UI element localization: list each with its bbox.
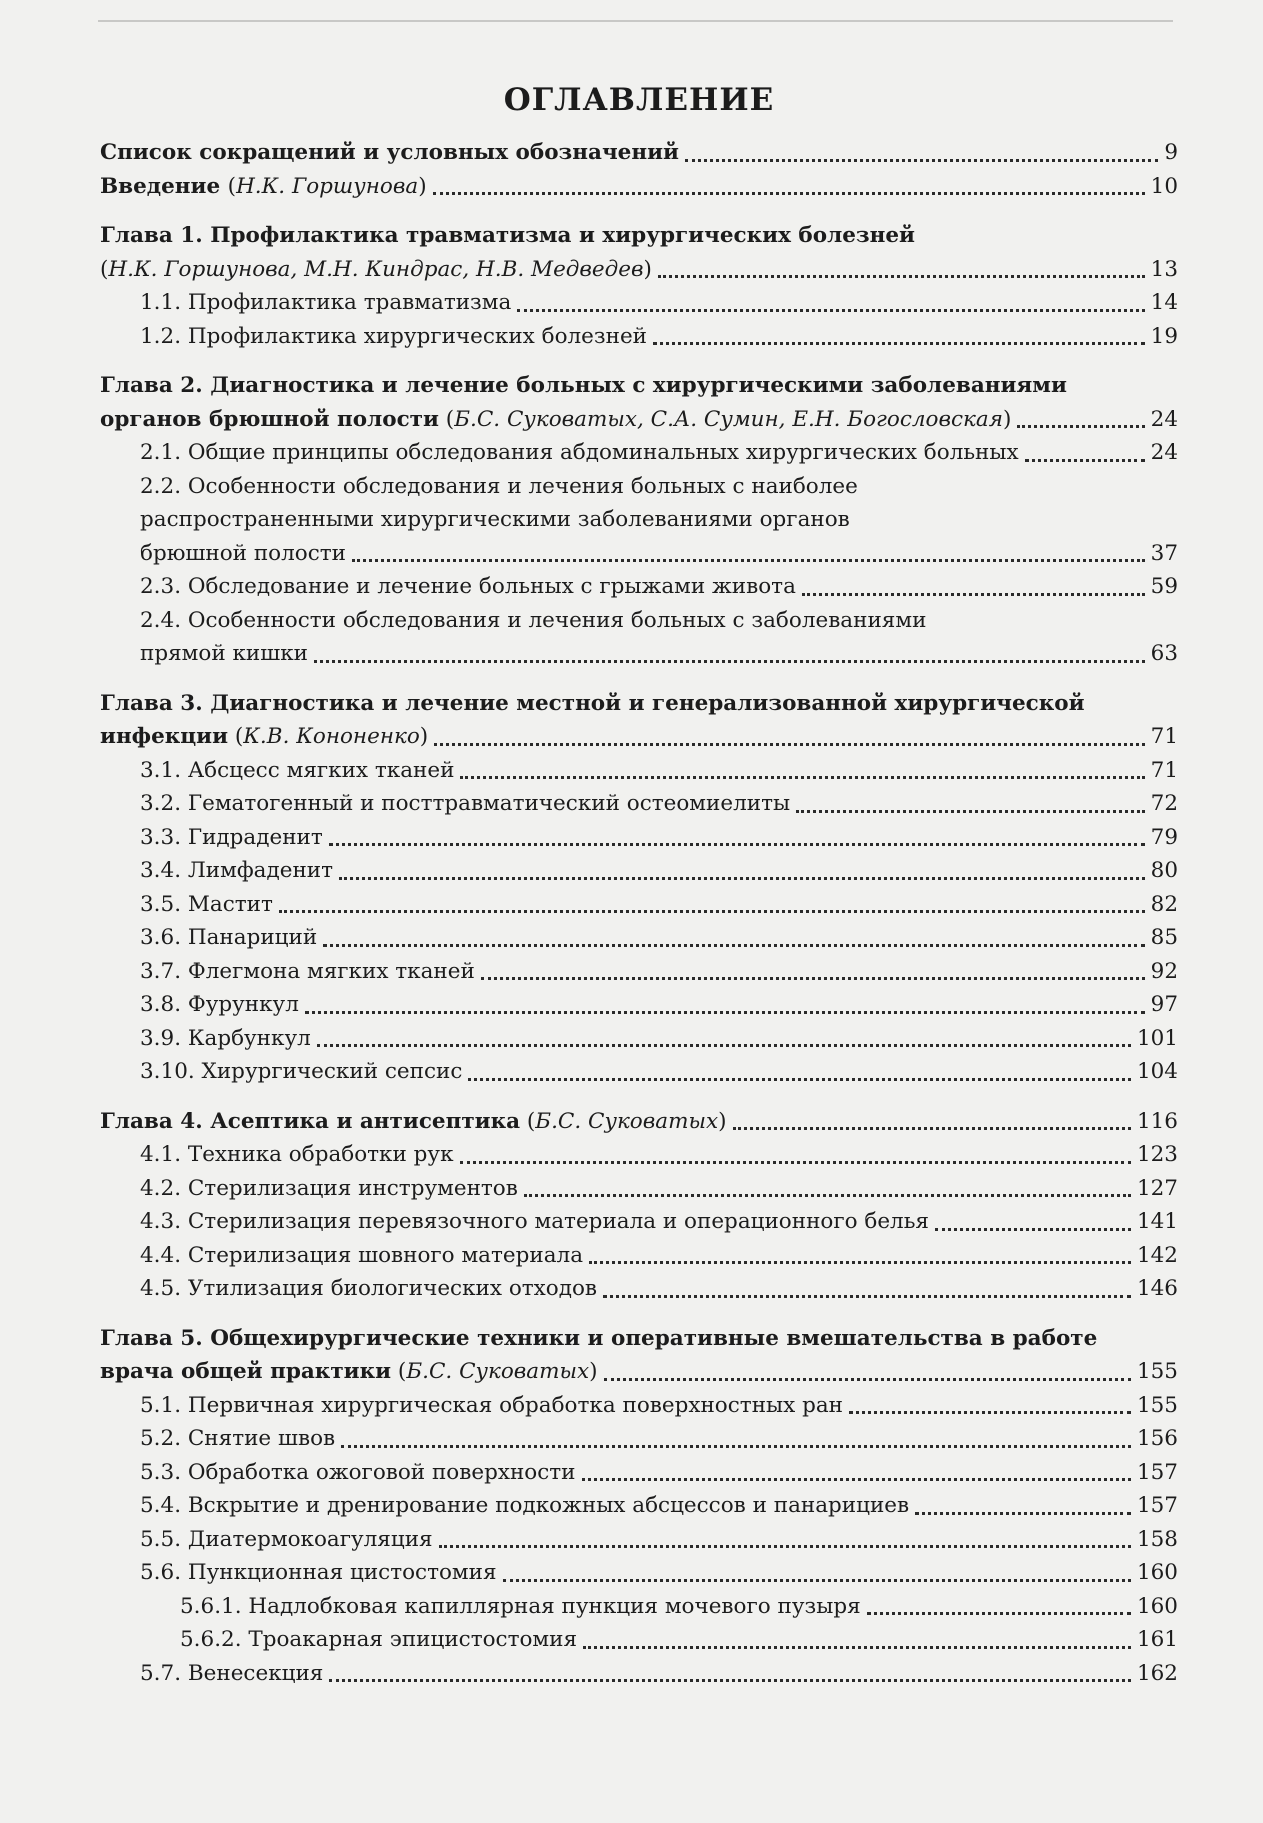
leader-dots <box>1017 425 1144 428</box>
entry-title: прямой кишки <box>140 641 309 666</box>
chapter-section <box>100 369 1178 671</box>
entry-title: 3.5. Мастит <box>140 891 273 917</box>
toc-entry-line: 2.4. Особенности обследования и лечения больных с заболеваниями <box>140 607 927 633</box>
chapter-section <box>100 219 1178 353</box>
leader-dots <box>604 1378 1131 1381</box>
page-number: 79 <box>1150 824 1178 850</box>
toc-entry[interactable] <box>100 1556 1178 1590</box>
entry-title: 3.4. Лимфаденит <box>140 858 334 883</box>
paren-open: ( <box>438 406 455 432</box>
entry-label <box>140 1138 454 1172</box>
leader-dots <box>603 1295 1131 1298</box>
entry-label <box>140 1172 518 1206</box>
page-number: 71 <box>1150 757 1178 783</box>
page-number: 59 <box>1150 574 1178 599</box>
chapter-heading-line: Глава 3. Диагностика и лечение местной и генерализованной хирургической <box>100 690 1085 716</box>
entry-title: 4.1. Техника обработки рук <box>140 1142 454 1167</box>
leader-dots <box>802 593 1145 596</box>
entry-label <box>140 888 273 922</box>
table-of-contents <box>100 72 1178 1706</box>
entry-title: 4.5. Утилизация биологических отходов <box>140 1276 598 1301</box>
leader-dots <box>524 1194 1131 1197</box>
page-number: 37 <box>1150 540 1178 566</box>
leader-dots <box>317 1044 1131 1047</box>
entry-label <box>100 403 1011 437</box>
paren-close: ) <box>718 1108 727 1134</box>
leader-dots <box>915 1512 1131 1515</box>
paren-open: ( <box>391 1359 407 1384</box>
page-number: 14 <box>1150 290 1178 315</box>
chapter-authors: Б.С. Суковатых <box>406 1359 590 1384</box>
entry-title: 4.3. Стерилизация перевязочного материала и операционного белья <box>140 1209 929 1234</box>
entry-label <box>180 1590 861 1624</box>
entry-title: 3.7. Флегмона мягких тканей <box>140 958 475 984</box>
entry-label: Список сокращений и условных обозначений <box>100 140 679 165</box>
entry-label <box>140 1389 843 1423</box>
entry-label <box>140 1489 909 1523</box>
chapter-section <box>100 1322 1178 1691</box>
leader-dots <box>314 660 1145 663</box>
page-number: 24 <box>1150 406 1178 432</box>
page-number: 97 <box>1150 992 1178 1017</box>
entry-title: 3.1. Абсцесс мягких тканей <box>140 757 455 783</box>
entry-title: 5.1. Первичная хирургическая обработка поверхностных ран <box>140 1392 844 1418</box>
toc-entry[interactable] <box>100 637 1178 671</box>
leader-dots <box>305 1011 1145 1014</box>
page-number: 85 <box>1150 925 1178 950</box>
entry-label <box>100 1105 727 1139</box>
chapter-title: Глава 4. Асептика и антисептика <box>100 1108 521 1134</box>
page-number: 162 <box>1136 1660 1178 1686</box>
toc-entry[interactable] <box>100 286 1178 320</box>
entry-label <box>140 854 333 888</box>
chapter-heading-line: Глава 5. Общехирургические техники и оперативные вмешательства в работе <box>100 1325 1098 1351</box>
entry-title: 5.6.2. Троакарная эпицистостомия <box>180 1627 578 1652</box>
leader-dots <box>733 1127 1131 1130</box>
paren-close: ) <box>589 1359 598 1384</box>
page-number: 142 <box>1136 1242 1178 1268</box>
page-number: 104 <box>1136 1059 1178 1084</box>
entry-label <box>140 537 346 571</box>
chapter-heading-line <box>100 219 1178 253</box>
toc-entry-chapter[interactable] <box>100 1355 1178 1389</box>
entry-label <box>140 320 647 354</box>
leader-dots <box>653 342 1145 345</box>
entry-label <box>140 821 323 855</box>
toc-entry[interactable] <box>100 436 1178 470</box>
entry-title: 5.6.1. Надлобковая капиллярная пункция мочевого пузыря <box>180 1593 861 1619</box>
paren-close: ) <box>1002 406 1012 432</box>
leader-dots <box>685 159 1158 162</box>
toc-entry-chapter[interactable] <box>100 403 1178 437</box>
chapter-heading-line: Глава 2. Диагностика и лечение больных с хирургическими заболеваниями <box>100 373 1067 398</box>
entry-label <box>140 1422 335 1456</box>
page-number: 72 <box>1150 791 1178 816</box>
front-matter <box>100 136 1178 203</box>
toc-entry[interactable] <box>100 787 1178 821</box>
toc-entry[interactable] <box>100 320 1178 354</box>
page-number: 160 <box>1136 1593 1178 1619</box>
entry-label <box>140 1456 576 1490</box>
page-number: 63 <box>1150 641 1178 666</box>
entry-label <box>140 988 299 1022</box>
entry-title: брюшной полости <box>140 540 346 566</box>
entry-title: 3.3. Гидраденит <box>140 824 323 850</box>
toc-entry[interactable] <box>100 754 1178 788</box>
entry-label <box>140 1022 311 1056</box>
entry-label <box>140 436 1019 470</box>
entry-label <box>140 955 475 989</box>
toc-entry[interactable] <box>100 854 1178 888</box>
chapter-authors: К.В. Кононенко <box>243 724 420 749</box>
paren-open: ( <box>100 256 109 282</box>
entry-label <box>140 286 511 320</box>
toc-entry-chapter[interactable] <box>100 1105 1178 1139</box>
entry-title: 5.6. Пункционная цистостомия <box>140 1560 497 1585</box>
leader-dots <box>867 1612 1131 1615</box>
entry-title: 3.2. Гематогенный и посттравматический остеомиелиты <box>140 791 791 816</box>
paren-open: ( <box>520 1108 536 1134</box>
leader-dots <box>589 1261 1131 1264</box>
chapter-section <box>100 1105 1178 1306</box>
toc-entry[interactable] <box>100 921 1178 955</box>
entry-title: 5.7. Венесекция <box>140 1660 324 1686</box>
leader-dots <box>323 944 1144 947</box>
page-number: 13 <box>1150 256 1178 282</box>
entry-label <box>140 921 317 955</box>
entry-label <box>140 1205 929 1239</box>
toc-entry-chapter[interactable] <box>100 253 1178 287</box>
toc-subentry[interactable] <box>100 1623 1178 1657</box>
page-number: 19 <box>1150 323 1178 349</box>
leader-dots <box>849 1411 1131 1414</box>
leader-dots <box>517 309 1144 312</box>
page-number: 141 <box>1136 1209 1178 1234</box>
entry-label <box>140 787 790 821</box>
entry-label <box>140 1055 462 1089</box>
entry-label <box>140 1272 597 1306</box>
entry-title: 2.1. Общие принципы обследования абдоминальных хирургических больных <box>140 440 1019 465</box>
leader-dots <box>583 1646 1131 1649</box>
entry-label <box>100 720 428 754</box>
page-number: 9 <box>1164 140 1178 165</box>
toc-entry[interactable] <box>100 1172 1178 1206</box>
page-number: 155 <box>1136 1392 1178 1418</box>
toc-entry[interactable] <box>100 1205 1178 1239</box>
entry-label <box>140 1556 497 1590</box>
leader-dots <box>433 192 1145 195</box>
toc-title: ОГЛАВЛЕНИЕ <box>503 82 775 118</box>
leader-dots <box>796 810 1145 813</box>
entry-title: 1.2. Профилактика хирургических болезней <box>140 323 648 349</box>
leader-dots <box>582 1478 1131 1481</box>
chapter-title: инфекции <box>100 724 229 749</box>
chapter-title: врача общей практики <box>100 1359 392 1384</box>
page-top-edge <box>98 6 1173 22</box>
page-number: 157 <box>1136 1493 1178 1518</box>
toc-entry[interactable] <box>100 1489 1178 1523</box>
toc-entry[interactable] <box>100 988 1178 1022</box>
entry-label: Введение (Н.К. Горшунова) <box>100 173 427 199</box>
entry-title: Введение <box>100 173 221 199</box>
leader-dots <box>439 1545 1131 1548</box>
entry-label <box>140 1657 323 1691</box>
page-number: 71 <box>1150 724 1178 749</box>
toc-entry[interactable] <box>100 1456 1178 1490</box>
page-number: 24 <box>1150 440 1178 465</box>
entry-label <box>140 570 796 604</box>
leader-dots <box>341 1445 1131 1448</box>
entry-title: 3.6. Панариций <box>140 925 318 950</box>
page-number: 146 <box>1136 1276 1178 1301</box>
page-number: 155 <box>1136 1359 1178 1384</box>
toc-entry-chapter[interactable] <box>100 720 1178 754</box>
leader-dots <box>329 843 1145 846</box>
toc-entry[interactable] <box>100 955 1178 989</box>
page-number: 160 <box>1136 1560 1178 1585</box>
toc-entry[interactable] <box>100 821 1178 855</box>
toc-entry[interactable] <box>100 1272 1178 1306</box>
leader-dots <box>468 1078 1131 1081</box>
toc-entry[interactable] <box>100 1138 1178 1172</box>
toc-entry[interactable] <box>100 1523 1178 1557</box>
entry-title: 4.2. Стерилизация инструментов <box>140 1175 518 1201</box>
page-number: 156 <box>1136 1426 1178 1451</box>
toc-entry-line: 2.2. Особенности обследования и лечения больных с наиболее <box>140 473 858 499</box>
toc-entry-line: распространенными хирургическими заболеваниями органов <box>140 507 850 532</box>
leader-dots <box>329 1679 1131 1682</box>
paren-close: ) <box>419 724 429 749</box>
leader-dots <box>339 877 1145 880</box>
entry-title: 3.8. Фурункул <box>140 992 299 1017</box>
chapter-title: Глава 1. Профилактика травматизма и хирургических болезней <box>100 223 916 248</box>
entry-title: 2.3. Обследование и лечение больных с грыжами живота <box>140 574 796 599</box>
toc-entry[interactable] <box>100 1657 1178 1691</box>
entry-title: 5.2. Снятие швов <box>140 1426 336 1451</box>
toc-entry[interactable] <box>100 1422 1178 1456</box>
leader-dots <box>460 1161 1131 1164</box>
entry-title: 3.9. Карбункул <box>140 1025 311 1051</box>
page-number: 101 <box>1136 1025 1178 1051</box>
page-number: 123 <box>1136 1142 1178 1167</box>
leader-dots <box>503 1579 1131 1582</box>
leader-dots <box>352 559 1145 562</box>
chapter-authors: Н.К. Горшунова, М.Н. Киндрас, Н.В. Медведев <box>108 256 644 282</box>
entry-label <box>140 1523 433 1557</box>
page-number: 157 <box>1136 1459 1178 1485</box>
leader-dots <box>935 1228 1131 1231</box>
page-number: 10 <box>1150 173 1178 199</box>
entry-label <box>100 1355 598 1389</box>
toc-entry-introduction[interactable] <box>100 170 1178 204</box>
entry-title: 5.3. Обработка ожоговой поверхности <box>140 1459 576 1485</box>
leader-dots <box>279 910 1145 913</box>
entry-title: 5.5. Диатермокоагуляция <box>140 1526 433 1552</box>
page-number: 82 <box>1150 891 1178 917</box>
chapter-list <box>100 219 1178 1690</box>
page-number: 158 <box>1136 1526 1178 1552</box>
toc-entry[interactable] <box>100 1389 1178 1423</box>
page-number: 80 <box>1150 858 1178 883</box>
page-number: 161 <box>1136 1627 1178 1652</box>
toc-entry[interactable] <box>100 1022 1178 1056</box>
page-number: 116 <box>1136 1108 1178 1134</box>
toc-entry[interactable] <box>100 537 1178 571</box>
entry-title: 5.4. Вскрытие и дренирование подкожных абсцессов и панарициев <box>140 1493 910 1518</box>
page-number: 127 <box>1136 1175 1178 1201</box>
leader-dots <box>460 776 1144 779</box>
entry-label <box>100 253 652 287</box>
toc-entry[interactable] <box>100 1239 1178 1273</box>
entry-label <box>140 754 454 788</box>
chapter-section <box>100 687 1178 1089</box>
toc-entry-abbreviations[interactable] <box>100 136 1178 170</box>
paren-open: ( <box>228 724 244 749</box>
chapter-authors: Б.С. Суковатых, С.А. Сумин, Е.Н. Богословская <box>454 406 1003 432</box>
entry-label <box>140 1239 583 1273</box>
entry-authors: Н.К. Горшунова <box>236 173 419 199</box>
leader-dots <box>1025 459 1145 462</box>
toc-entry[interactable] <box>100 1055 1178 1089</box>
leader-dots <box>658 275 1145 278</box>
entry-title: 1.1. Профилактика травматизма <box>140 290 512 315</box>
entry-label <box>180 1623 577 1657</box>
leader-dots <box>481 977 1145 980</box>
toc-entry[interactable] <box>100 570 1178 604</box>
paren-close: ) <box>643 256 652 282</box>
toc-entry[interactable] <box>100 888 1178 922</box>
page-number: 92 <box>1150 958 1178 984</box>
leader-dots <box>434 743 1144 746</box>
chapter-authors: Б.С. Суковатых <box>535 1108 719 1134</box>
toc-subentry[interactable] <box>100 1590 1178 1624</box>
entry-title: 3.10. Хирургический сепсис <box>140 1059 463 1084</box>
chapter-title: органов брюшной полости <box>100 406 439 432</box>
entry-title: 4.4. Стерилизация шовного материала <box>140 1242 584 1268</box>
entry-label <box>140 637 308 671</box>
